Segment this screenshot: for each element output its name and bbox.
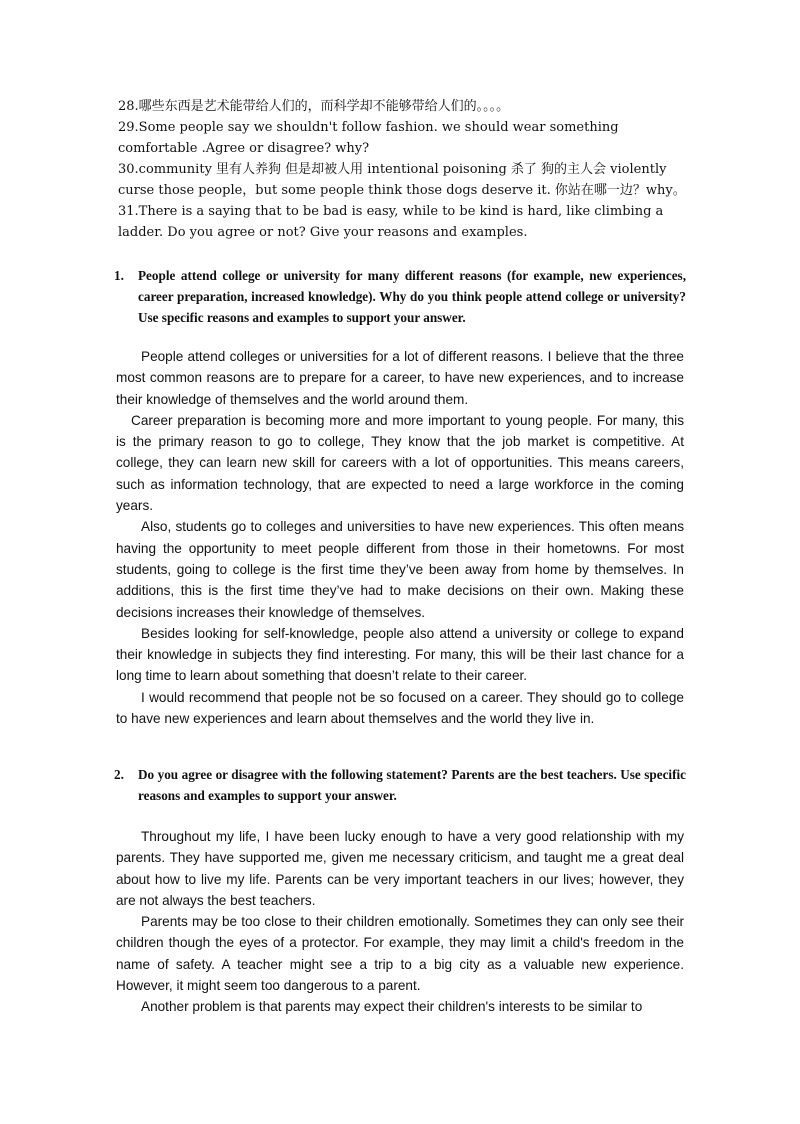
essay-1 (116, 346, 684, 729)
question-1 (114, 265, 686, 328)
essay-1-paragraph: I would recommend that people not be so focused on a career. They should go to college to have new experiences and learn about themselves and the world they live in. (116, 689, 684, 727)
question-2-text: Do you agree or disagree with the following statement? Parents are the best teachers. Use specific reasons and examples to support your answer. (138, 767, 686, 803)
prompt-list (118, 96, 688, 243)
essay-2-paragraph: Throughout my life, I have been lucky enough to have a very good relationship with my parents. They have supported me, given me necessary criticism, and taught me a great deal about how to live my life. Parents can be very important teachers in our lives; however, they are not always the best teachers. (116, 829, 684, 908)
prompt-29: 29.Some people say we shouldn't follow fashion. we should wear something comfortable .Agree or disagree? why? (118, 120, 619, 156)
essay-2-paragraph: Parents may be too close to their children emotionally. Sometimes they can only see their children though the eyes of a protector. For example, they may limit a child's freedom in the name of safety. A teacher might see a trip to a big city as a valuable new experience. However, it might seem too dangerous to a parent. (116, 914, 684, 994)
essay-1-paragraph: Also, students go to colleges and universities to have new experiences. This often means having the opportunity to meet people different from those in their hometowns. For most students, going to college is the first time they’ve been away from home by themselves. In additions, this is the first time they’ve had to make decisions on their own. Making these decisions increases their knowledge of themselves. (116, 519, 684, 620)
essay-2-paragraph: Another problem is that parents may expect their children's interests to be similar to (141, 999, 643, 1015)
essay-1-paragraph: Career preparation is becoming more and more important to young people. For many, this is the primary reason to go to college, They know that the job market is competitive. At college, they can learn new skill for careers with a lot of opportunities. This means careers, such as information technology, that are expected to need a large workforce in the coming years. (116, 412, 684, 514)
question-2 (114, 764, 686, 806)
prompt-28: 28.哪些东西是艺术能带给人们的，而科学却不能够带给人们的。。。。 (118, 99, 510, 114)
essay-1-paragraph: Besides looking for self-knowledge, people also attend a university or college to expand their knowledge in subjects they find interesting. For many, this will be their last chance for a long time to learn about something that doesn’t relate to their career. (116, 625, 684, 684)
essay-1-paragraph: People attend colleges or universities for a lot of different reasons. I believe that the three most common reasons are to prepare for a career, to have new experiences, and to increase their knowledge of themselves and the world around them. (116, 349, 684, 407)
question-1-number: 1. (114, 268, 124, 283)
question-2-number: 2. (114, 767, 124, 782)
prompt-31: 31.There is a saying that to be bad is easy, while to be kind is hard, like climbing a ladder. Do you agree or not? Give your reasons and examples. (118, 204, 664, 240)
question-1-text: People attend college or university for many different reasons (for example, new experiences, career preparation, increased knowledge). Why do you think people attend college or university? Use specific reasons and examples to support your answer. (138, 268, 686, 325)
essay-2 (116, 826, 684, 1018)
prompt-30: 30.community 里有人养狗 但是却被人用 intentional poisoning 杀了 狗的主人会 violently curse those people，but some people think those dogs deserve it. 你站在哪一边？why。 (118, 162, 686, 198)
